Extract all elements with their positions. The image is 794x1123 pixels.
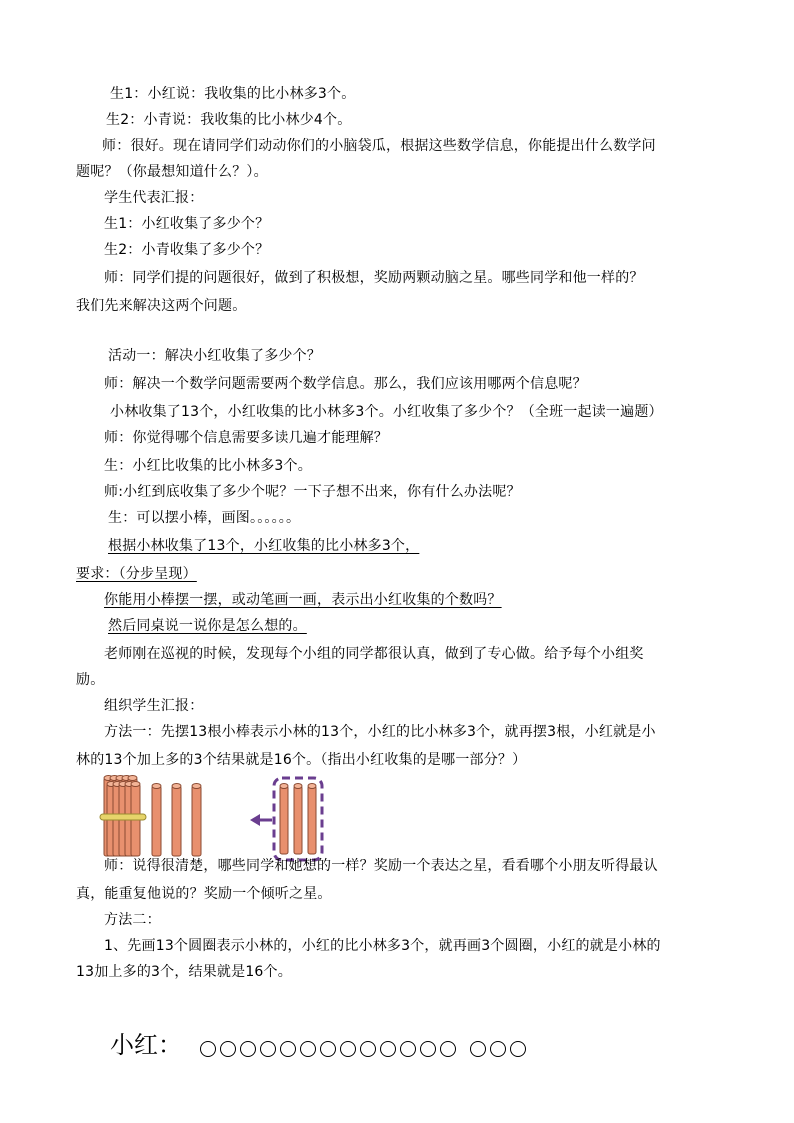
text-line: 我们先来解决这两个问题。 xyxy=(76,298,247,314)
text-line: 1、先画13个圆圈表示小林的，小红的比小林多3个，就再画3个圆圈，小红的就是小林的 xyxy=(104,938,661,954)
single-stick-top xyxy=(172,784,181,789)
text-line: 生1：小红说：我收集的比小林多3个。 xyxy=(110,86,356,102)
text-line: 师:小红到底收集了多少个呢？一下子想不出来，你有什么办法呢？ xyxy=(104,484,521,500)
extra-stick-top xyxy=(294,784,302,789)
text-line: 真，能重复他说的？奖励一个倾听之星。 xyxy=(76,886,332,902)
text-line: 学生代表汇报： xyxy=(104,190,204,206)
extra-stick-top xyxy=(308,784,316,789)
text-line: 13加上多的3个，结果就是16个。 xyxy=(76,964,292,980)
extra-stick-top xyxy=(280,784,288,789)
text-line: 师：同学们提的问题很好，做到了积极想，奖励两颗动脑之星。哪些同学和他一样的？ xyxy=(104,270,644,286)
bundle-stick-top xyxy=(128,776,137,781)
single-stick-top xyxy=(192,784,201,789)
circle-mark xyxy=(490,1041,506,1057)
single-stick xyxy=(172,786,181,856)
circle-mark xyxy=(300,1041,316,1057)
text-line: 题呢？（你最想知道什么？）。 xyxy=(76,164,268,180)
circle-mark xyxy=(470,1041,486,1057)
circles-group-extra xyxy=(470,1038,530,1058)
underlined-line: 你能用小棒摆一摆，或动笔画一画，表示出小红收集的个数吗？ xyxy=(104,592,502,608)
text-line: 励。 xyxy=(76,672,105,688)
text-line: 生：可以摆小棒，画图。。。。。。 xyxy=(108,510,301,526)
underlined-line: 根据小林收集了13个，小红收集的比小林多3个， xyxy=(108,538,420,554)
text-line: 林的13个加上多的3个结果就是16个。（指出小红收集的是哪一部分？） xyxy=(76,752,527,768)
circle-mark xyxy=(440,1041,456,1057)
text-line: 组织学生汇报： xyxy=(104,698,204,714)
extra-stick xyxy=(280,786,288,854)
text-line: 方法二： xyxy=(104,912,161,928)
circle-mark xyxy=(380,1041,396,1057)
text-line: 老师刚在巡视的时候，发现每个小组的同学都很认真，做到了专心做。给予每个小组奖 xyxy=(104,646,644,662)
extra-stick xyxy=(308,786,316,854)
section-heading: 活动一：解决小红收集了多少个？ xyxy=(108,348,321,364)
single-stick xyxy=(192,786,201,856)
circle-row-label: 小红： xyxy=(110,1031,182,1059)
circles-group-xiaolin xyxy=(200,1038,460,1058)
circle-mark xyxy=(510,1041,526,1057)
circle-mark xyxy=(400,1041,416,1057)
circle-mark xyxy=(340,1041,356,1057)
text-line: 师：说得很清楚，哪些同学和她想的一样？奖励一个表达之星，看看哪个小朋友听得最认 xyxy=(104,858,658,874)
underlined-line: 然后同桌说一说你是怎么想的。 xyxy=(108,618,307,634)
bundle-band xyxy=(100,814,146,820)
text-line: 师：很好。现在请同学们动动你们的小脑袋瓜，根据这些数学信息，你能提出什么数学问 xyxy=(102,138,656,154)
circle-mark xyxy=(240,1041,256,1057)
text-line: 生：小红比收集的比小林多3个。 xyxy=(104,458,312,474)
circle-mark xyxy=(260,1041,276,1057)
text-line: 师：你觉得哪个信息需要多读几遍才能理解？ xyxy=(104,430,388,446)
sticks-figure xyxy=(96,772,336,868)
text-line: 方法一：先摆13根小棒表示小林的13个，小红的比小林多3个，就再摆3根，小红就是小 xyxy=(104,724,656,740)
bundle-stick-top xyxy=(131,782,140,787)
text-line: 小林收集了13个，小红收集的比小林多3个。小红收集了多少个？（全班一起读一遍题） xyxy=(110,404,663,420)
circle-mark xyxy=(200,1041,216,1057)
text-line: 师：解决一个数学问题需要两个数学信息。那么，我们应该用哪两个信息呢？ xyxy=(104,376,587,392)
underlined-line: 要求：（分步呈现） xyxy=(76,566,197,582)
single-stick-top xyxy=(152,784,161,789)
circle-mark xyxy=(360,1041,376,1057)
text-line: 生1：小红收集了多少个？ xyxy=(104,216,270,232)
circle-mark xyxy=(220,1041,236,1057)
text-line: 生2：小青收集了多少个？ xyxy=(104,242,270,258)
circle-mark xyxy=(320,1041,336,1057)
circle-mark xyxy=(280,1041,296,1057)
text-line: 生2：小青说：我收集的比小林少4个。 xyxy=(106,112,352,128)
arrow-head xyxy=(250,814,260,826)
circle-mark xyxy=(420,1041,436,1057)
extra-stick xyxy=(294,786,302,854)
single-stick xyxy=(152,786,161,856)
